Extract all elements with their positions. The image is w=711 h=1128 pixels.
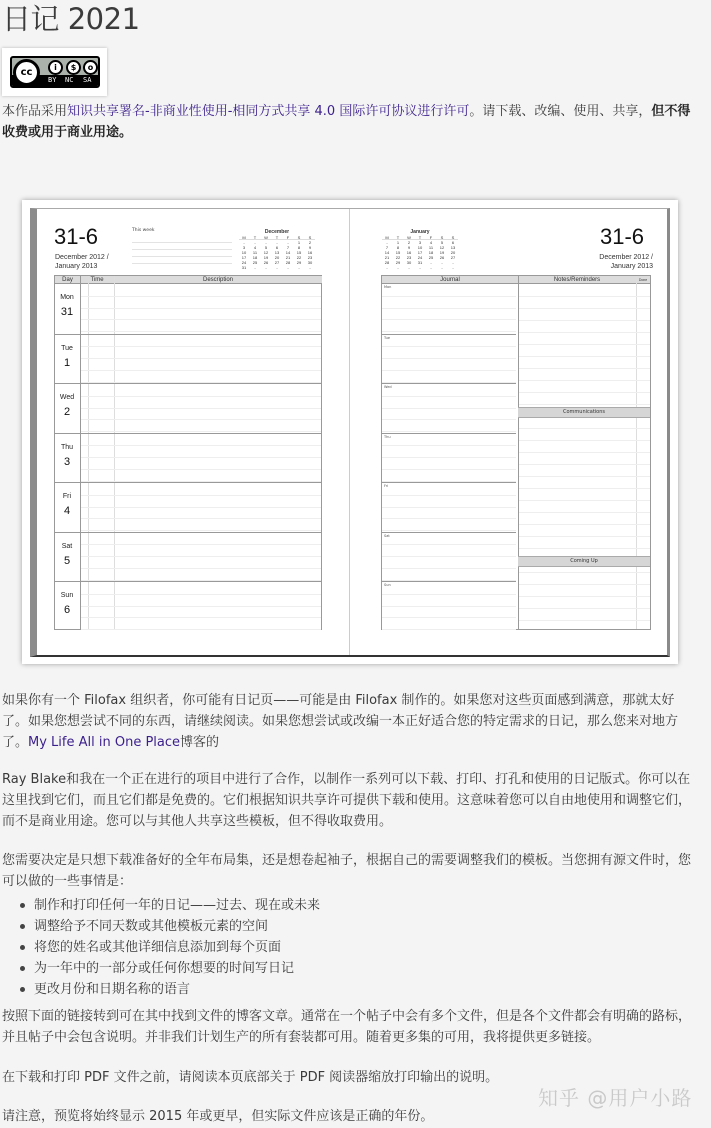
calendar-day: 24 <box>417 255 423 260</box>
ruled-line <box>382 457 516 458</box>
weekday-label: F <box>429 235 433 240</box>
intro-suffix: 博客的 <box>180 735 220 750</box>
ruled-line <box>519 608 650 609</box>
ruled-line <box>519 368 650 369</box>
ruled-line <box>382 495 516 496</box>
calendar-day: 20 <box>274 255 280 260</box>
ruled-line <box>81 445 321 446</box>
ruled-line <box>81 370 321 371</box>
calendar-day: 16 <box>307 250 313 255</box>
calendar-day: 25 <box>428 255 434 260</box>
ruled-line <box>81 568 321 569</box>
pdf-note-paragraph: 在下载和打印 PDF 文件之前，请阅读本页底部关于 PDF 阅读器缩放打印输出的说明。 <box>2 1070 499 1085</box>
calendar-day: - <box>397 265 399 270</box>
this-week-line <box>132 263 232 264</box>
calendar-day: 19 <box>439 250 445 255</box>
planner-spread <box>30 208 670 657</box>
journal-day-row <box>382 284 516 334</box>
calendar-day: 23 <box>307 255 313 260</box>
calendar-day: 5 <box>440 240 444 245</box>
day-name: Wed <box>59 394 75 401</box>
intro-paragraph <box>2 690 697 753</box>
journal-day-label: Sun <box>384 583 391 587</box>
ruled-line <box>81 308 321 309</box>
coming-up-section: Coming Up <box>518 556 650 567</box>
calendar-day: 28 <box>285 260 291 265</box>
list-item: 为一年中的一部分或任何你想要的时间写日记 <box>0 958 695 979</box>
ruled-line <box>81 495 321 496</box>
ruled-line <box>519 344 650 345</box>
calendar-day: 26 <box>263 260 269 265</box>
ruled-line <box>519 536 650 537</box>
calendar-day: 11 <box>252 250 258 255</box>
ruled-line <box>382 544 516 545</box>
calendar-day: 18 <box>252 255 258 260</box>
mini-cal-month: December <box>264 229 290 235</box>
day-name: Sat <box>61 542 73 550</box>
day-number: 6 <box>63 604 71 616</box>
list-item: 调整给予不同天数或其他模板元素的空间 <box>0 916 695 937</box>
calendar-day: - <box>430 260 432 265</box>
ruled-line <box>81 507 321 508</box>
license-prefix: 本作品采用 <box>2 104 68 119</box>
day-number: 4 <box>63 505 71 517</box>
calendar-day: 31 <box>417 260 423 265</box>
journal-day-label: Tue <box>384 335 390 340</box>
calendar-day: 10 <box>241 250 247 255</box>
calendar-day: 27 <box>274 260 280 265</box>
calendar-day: - <box>276 265 278 270</box>
column-header-notes: Notes/Reminders <box>518 276 636 284</box>
ruled-line <box>382 606 516 607</box>
left-sub-date-2: January 2013 <box>55 263 98 270</box>
ruled-line <box>81 358 321 359</box>
features-list <box>0 895 695 1000</box>
calendar-day: 8 <box>396 245 400 250</box>
ruled-line <box>81 346 321 347</box>
weekday-label: T <box>418 235 422 240</box>
calendar-day: 1 <box>396 240 400 245</box>
ruled-line <box>382 396 516 397</box>
calendar-day: 22 <box>296 255 302 260</box>
calendar-day: 28 <box>384 260 390 265</box>
day-row <box>55 532 321 582</box>
cc-icon: cc <box>13 59 40 86</box>
weekday-label: W <box>264 235 268 240</box>
left-sub-date-1: December 2012 / <box>55 254 109 261</box>
calendar-day: 4 <box>429 240 433 245</box>
right-sub-date-1: December 2012 / <box>599 254 653 261</box>
calendar-day: 1 <box>297 240 301 245</box>
this-week-label: This week <box>132 228 155 233</box>
calendar-day: 31 <box>241 265 247 270</box>
calendar-day: 29 <box>395 260 401 265</box>
ruled-line <box>382 331 516 332</box>
calendar-day: 30 <box>406 260 412 265</box>
license-paragraph <box>2 101 697 143</box>
ruled-line <box>382 445 516 446</box>
day-name: Thu <box>60 443 74 451</box>
calendar-day: 13 <box>274 250 280 255</box>
journal-table <box>381 275 651 630</box>
calendar-day: 27 <box>450 255 456 260</box>
page-spine <box>349 209 350 655</box>
left-big-date: 31-6 <box>54 224 99 249</box>
calendar-day: 21 <box>285 255 291 260</box>
ruled-line <box>519 488 650 489</box>
ruled-line <box>519 428 650 429</box>
ruled-line <box>81 617 321 618</box>
ruled-line <box>519 296 650 297</box>
calendar-day: 20 <box>450 250 456 255</box>
calendar-day: 12 <box>439 245 445 250</box>
column-header-description: Description <box>114 276 322 284</box>
ruled-line <box>382 507 516 508</box>
mini-calendar-december <box>239 229 315 270</box>
calendar-day: 24 <box>241 260 247 265</box>
ruled-line <box>81 331 321 332</box>
ruled-line <box>519 380 650 381</box>
day-number: 1 <box>63 356 71 369</box>
calendar-day: 7 <box>385 245 389 250</box>
right-big-date: 31-6 <box>600 224 645 249</box>
calendar-day: 23 <box>406 255 412 260</box>
calendar-day: 15 <box>395 250 401 255</box>
this-week-line <box>132 256 232 257</box>
ruled-line <box>519 452 650 453</box>
calendar-day: 2 <box>308 240 312 245</box>
weekday-label: S <box>440 235 444 240</box>
weekday-label: W <box>407 235 411 240</box>
mini-cal-weeks <box>239 240 315 270</box>
ruled-line <box>382 319 516 320</box>
day-name: Tue <box>61 344 73 352</box>
calendar-day: 22 <box>395 255 401 260</box>
noncommercial-icon: $ <box>66 60 81 75</box>
right-sub-date-2: January 2013 <box>610 263 653 270</box>
decision-paragraph: 您需要决定是只想下载准备好的全年布局集，还是想卷起袖子，根据自己的需要调整我们的模板。当您拥有源文件时，您可以做的一些事情是： <box>2 853 692 889</box>
journal-day-label: Fri <box>384 484 389 488</box>
weekday-label: S <box>297 235 301 240</box>
ruled-line <box>382 556 516 557</box>
ruled-line <box>519 464 650 465</box>
page-title: 日记 2021 <box>2 2 140 36</box>
calendar-day: 17 <box>417 250 423 255</box>
calendar-day: - <box>254 265 256 270</box>
calendar-day: 9 <box>308 245 312 250</box>
links-paragraph: 按照下面的链接转到可在其中找到文件的博客文章。通常在一个帖子中会有多个文件，但是各个文件都会有明确的路标，并且帖子中会包含说明。并非我们计划生产的所有套装都可用。随着更多集的可用，我将提供更多链接。 <box>2 1009 692 1045</box>
list-item: 将您的姓名或其他详细信息添加到每个页面 <box>0 937 695 958</box>
ruled-line <box>519 332 650 333</box>
calendar-day: - <box>276 240 278 245</box>
ruled-line <box>382 419 516 420</box>
cc-license-badge[interactable] <box>2 48 107 96</box>
journal-day-label: Mon <box>384 285 392 289</box>
ruled-line <box>519 320 650 321</box>
calendar-day: 2 <box>407 240 411 245</box>
day-number: 5 <box>63 554 71 567</box>
day-name: Sun <box>60 592 74 599</box>
calendar-day: 10 <box>417 245 423 250</box>
journal-day-row <box>382 433 516 483</box>
ruled-line <box>382 408 516 409</box>
ruled-line <box>81 319 321 320</box>
weekday-label: T <box>275 235 279 240</box>
calendar-day: - <box>441 260 443 265</box>
calendar-day: 30 <box>307 260 313 265</box>
ruled-line <box>81 296 321 297</box>
ruled-line <box>519 548 650 549</box>
ruled-line <box>382 518 516 519</box>
ruled-line <box>81 408 321 409</box>
ruled-line <box>382 594 516 595</box>
ruled-line <box>382 296 516 297</box>
ruled-line <box>81 396 321 397</box>
calendar-day: 16 <box>406 250 412 255</box>
column-header-done: Done <box>636 276 650 284</box>
calendar-day: 7 <box>286 245 290 250</box>
ruled-line <box>81 594 321 595</box>
day-row <box>55 433 321 483</box>
list-item: 更改月份和日期名称的语言 <box>0 979 695 1000</box>
mini-cal-month: January <box>410 229 430 235</box>
mini-cal-weeks <box>382 240 458 270</box>
journal-day-row <box>382 383 516 433</box>
day-name: Mon <box>60 294 74 301</box>
calendar-day: - <box>243 240 245 245</box>
planner-preview-image <box>22 200 678 664</box>
calendar-day: 12 <box>263 250 269 255</box>
journal-day-label: Thu <box>384 434 391 439</box>
weekday-label: M <box>242 235 246 240</box>
daily-schedule-table <box>54 275 322 630</box>
attribution-icon: i <box>48 60 63 75</box>
zhihu-watermark: 知乎 @用户小路 <box>538 1086 693 1110</box>
day-row <box>55 383 321 433</box>
journal-day-row <box>382 334 516 384</box>
ruled-line <box>81 518 321 519</box>
calendar-day: 6 <box>451 240 455 245</box>
license-restriction: 但不得收费或用于商业用途。 <box>2 104 691 140</box>
day-row <box>55 334 321 384</box>
ruled-line <box>519 620 650 621</box>
calendar-day: - <box>287 240 289 245</box>
calendar-day: 25 <box>252 260 258 265</box>
license-suffix: 。请下载、改编、使用、共享， <box>469 104 652 119</box>
calendar-day: - <box>298 265 300 270</box>
ruled-line <box>81 469 321 470</box>
ruled-line <box>382 469 516 470</box>
calendar-day: 15 <box>296 250 302 255</box>
ruled-line <box>519 392 650 393</box>
ruled-line <box>519 584 650 585</box>
calendar-day: - <box>287 265 289 270</box>
communications-section: Communications <box>518 407 650 418</box>
day-row <box>55 284 321 334</box>
this-week-line <box>132 242 232 243</box>
calendar-day: 8 <box>297 245 301 250</box>
ruled-line <box>519 596 650 597</box>
ruled-line <box>81 606 321 607</box>
calendar-day: - <box>386 240 388 245</box>
day-row <box>55 482 321 532</box>
ruled-line <box>519 356 650 357</box>
ruled-line <box>382 370 516 371</box>
calendar-day: 17 <box>241 255 247 260</box>
ruled-line <box>81 419 321 420</box>
ruled-line <box>519 524 650 525</box>
calendar-day: - <box>408 265 410 270</box>
column-header-journal: Journal <box>382 276 518 284</box>
ruled-line <box>519 572 650 573</box>
ruled-line <box>81 457 321 458</box>
calendar-day: 26 <box>439 255 445 260</box>
journal-day-label: Sat <box>384 533 390 538</box>
blog-link[interactable]: My Life All in One Place <box>28 735 181 750</box>
calendar-day: 3 <box>418 240 422 245</box>
calendar-day: 18 <box>428 250 434 255</box>
calendar-day: 11 <box>428 245 434 250</box>
day-number: 3 <box>63 455 71 468</box>
this-week-line <box>132 249 232 250</box>
license-link[interactable]: 知识共享署名-非商业性使用-相同方式共享 4.0 国际许可协议进行许可 <box>67 104 470 119</box>
calendar-day: 13 <box>450 245 456 250</box>
preview-note-paragraph: 请注意，预览将始终显示 2015 年或更早，但实际文件应该是正确的年份。 <box>2 1109 434 1124</box>
calendar-day: 19 <box>263 255 269 260</box>
calendar-day: 29 <box>296 260 302 265</box>
calendar-day: - <box>419 265 421 270</box>
ruled-line <box>382 358 516 359</box>
calendar-day: - <box>265 240 267 245</box>
weekday-label: F <box>286 235 290 240</box>
calendar-day: - <box>452 260 454 265</box>
calendar-day: 3 <box>242 245 246 250</box>
mini-calendar-january <box>382 229 458 270</box>
calendar-day: - <box>309 265 311 270</box>
ruled-line <box>382 617 516 618</box>
ruled-line <box>81 556 321 557</box>
by-label: BY <box>48 76 57 84</box>
ruled-line <box>519 440 650 441</box>
column-header-time: Time <box>80 276 114 284</box>
weekday-label: T <box>396 235 400 240</box>
journal-day-row <box>382 482 516 532</box>
list-item: 制作和打印任何一年的日记——过去、现在或未来 <box>0 895 695 916</box>
day-number: 31 <box>60 306 74 318</box>
weekday-label: M <box>385 235 389 240</box>
mini-cal-week <box>239 265 315 270</box>
sa-label: SA <box>83 76 92 84</box>
calendar-day: - <box>265 265 267 270</box>
calendar-day: 21 <box>384 255 390 260</box>
calendar-day: 6 <box>275 245 279 250</box>
nc-label: NC <box>65 76 74 84</box>
cc-by-nc-sa-icon <box>10 56 100 88</box>
calendar-day: - <box>441 265 443 270</box>
weekday-label: S <box>308 235 312 240</box>
collaboration-paragraph: Ray Blake和我在一个正在进行的项目中进行了合作，以制作一系列可以下载、打印、打孔和使用的日记版式。你可以在这里找到它们，而且它们都是免费的。它们根据知识共享许可提供下载和使用。这意味着您可以自由地使用和调整它们，而不是商业用途。您可以与其他人共享这些模板，但不得收取费用。 <box>2 772 692 829</box>
ruled-line <box>519 512 650 513</box>
calendar-day: 14 <box>384 250 390 255</box>
ruled-line <box>519 308 650 309</box>
ruled-line <box>81 629 321 630</box>
ruled-line <box>519 500 650 501</box>
ruled-line <box>382 346 516 347</box>
column-header-day: Day <box>55 276 80 284</box>
ruled-line <box>519 404 650 405</box>
ruled-line <box>519 476 650 477</box>
ruled-line <box>382 308 516 309</box>
journal-day-row <box>382 532 516 582</box>
intro-text: 如果你有一个 Filofax 组织者，你可能有日记页——可能是由 Filofax 制作的。如果您对这些页面感到满意，那就太好了。如果您想尝试不同的东西，请继续阅读。如果您想尝试或改编一本正好适合您的特定需求的日记，那么您来对地方了。 <box>2 693 679 750</box>
calendar-day: 5 <box>264 245 268 250</box>
calendar-day: - <box>386 265 388 270</box>
calendar-day: 4 <box>253 245 257 250</box>
day-name: Fri <box>62 493 72 500</box>
day-number: 2 <box>63 406 71 418</box>
calendar-day: 14 <box>285 250 291 255</box>
calendar-day: - <box>430 265 432 270</box>
journal-day-label: Wed <box>384 385 392 389</box>
journal-day-row <box>382 581 516 631</box>
day-row <box>55 581 321 631</box>
calendar-day: 9 <box>407 245 411 250</box>
weekday-label: S <box>451 235 455 240</box>
weekday-label: T <box>253 235 257 240</box>
ruled-line <box>382 629 516 630</box>
calendar-day: - <box>254 240 256 245</box>
ruled-line <box>382 568 516 569</box>
sharealike-icon: o <box>83 60 98 75</box>
ruled-line <box>81 544 321 545</box>
calendar-day: - <box>452 265 454 270</box>
mini-cal-week <box>382 265 458 270</box>
